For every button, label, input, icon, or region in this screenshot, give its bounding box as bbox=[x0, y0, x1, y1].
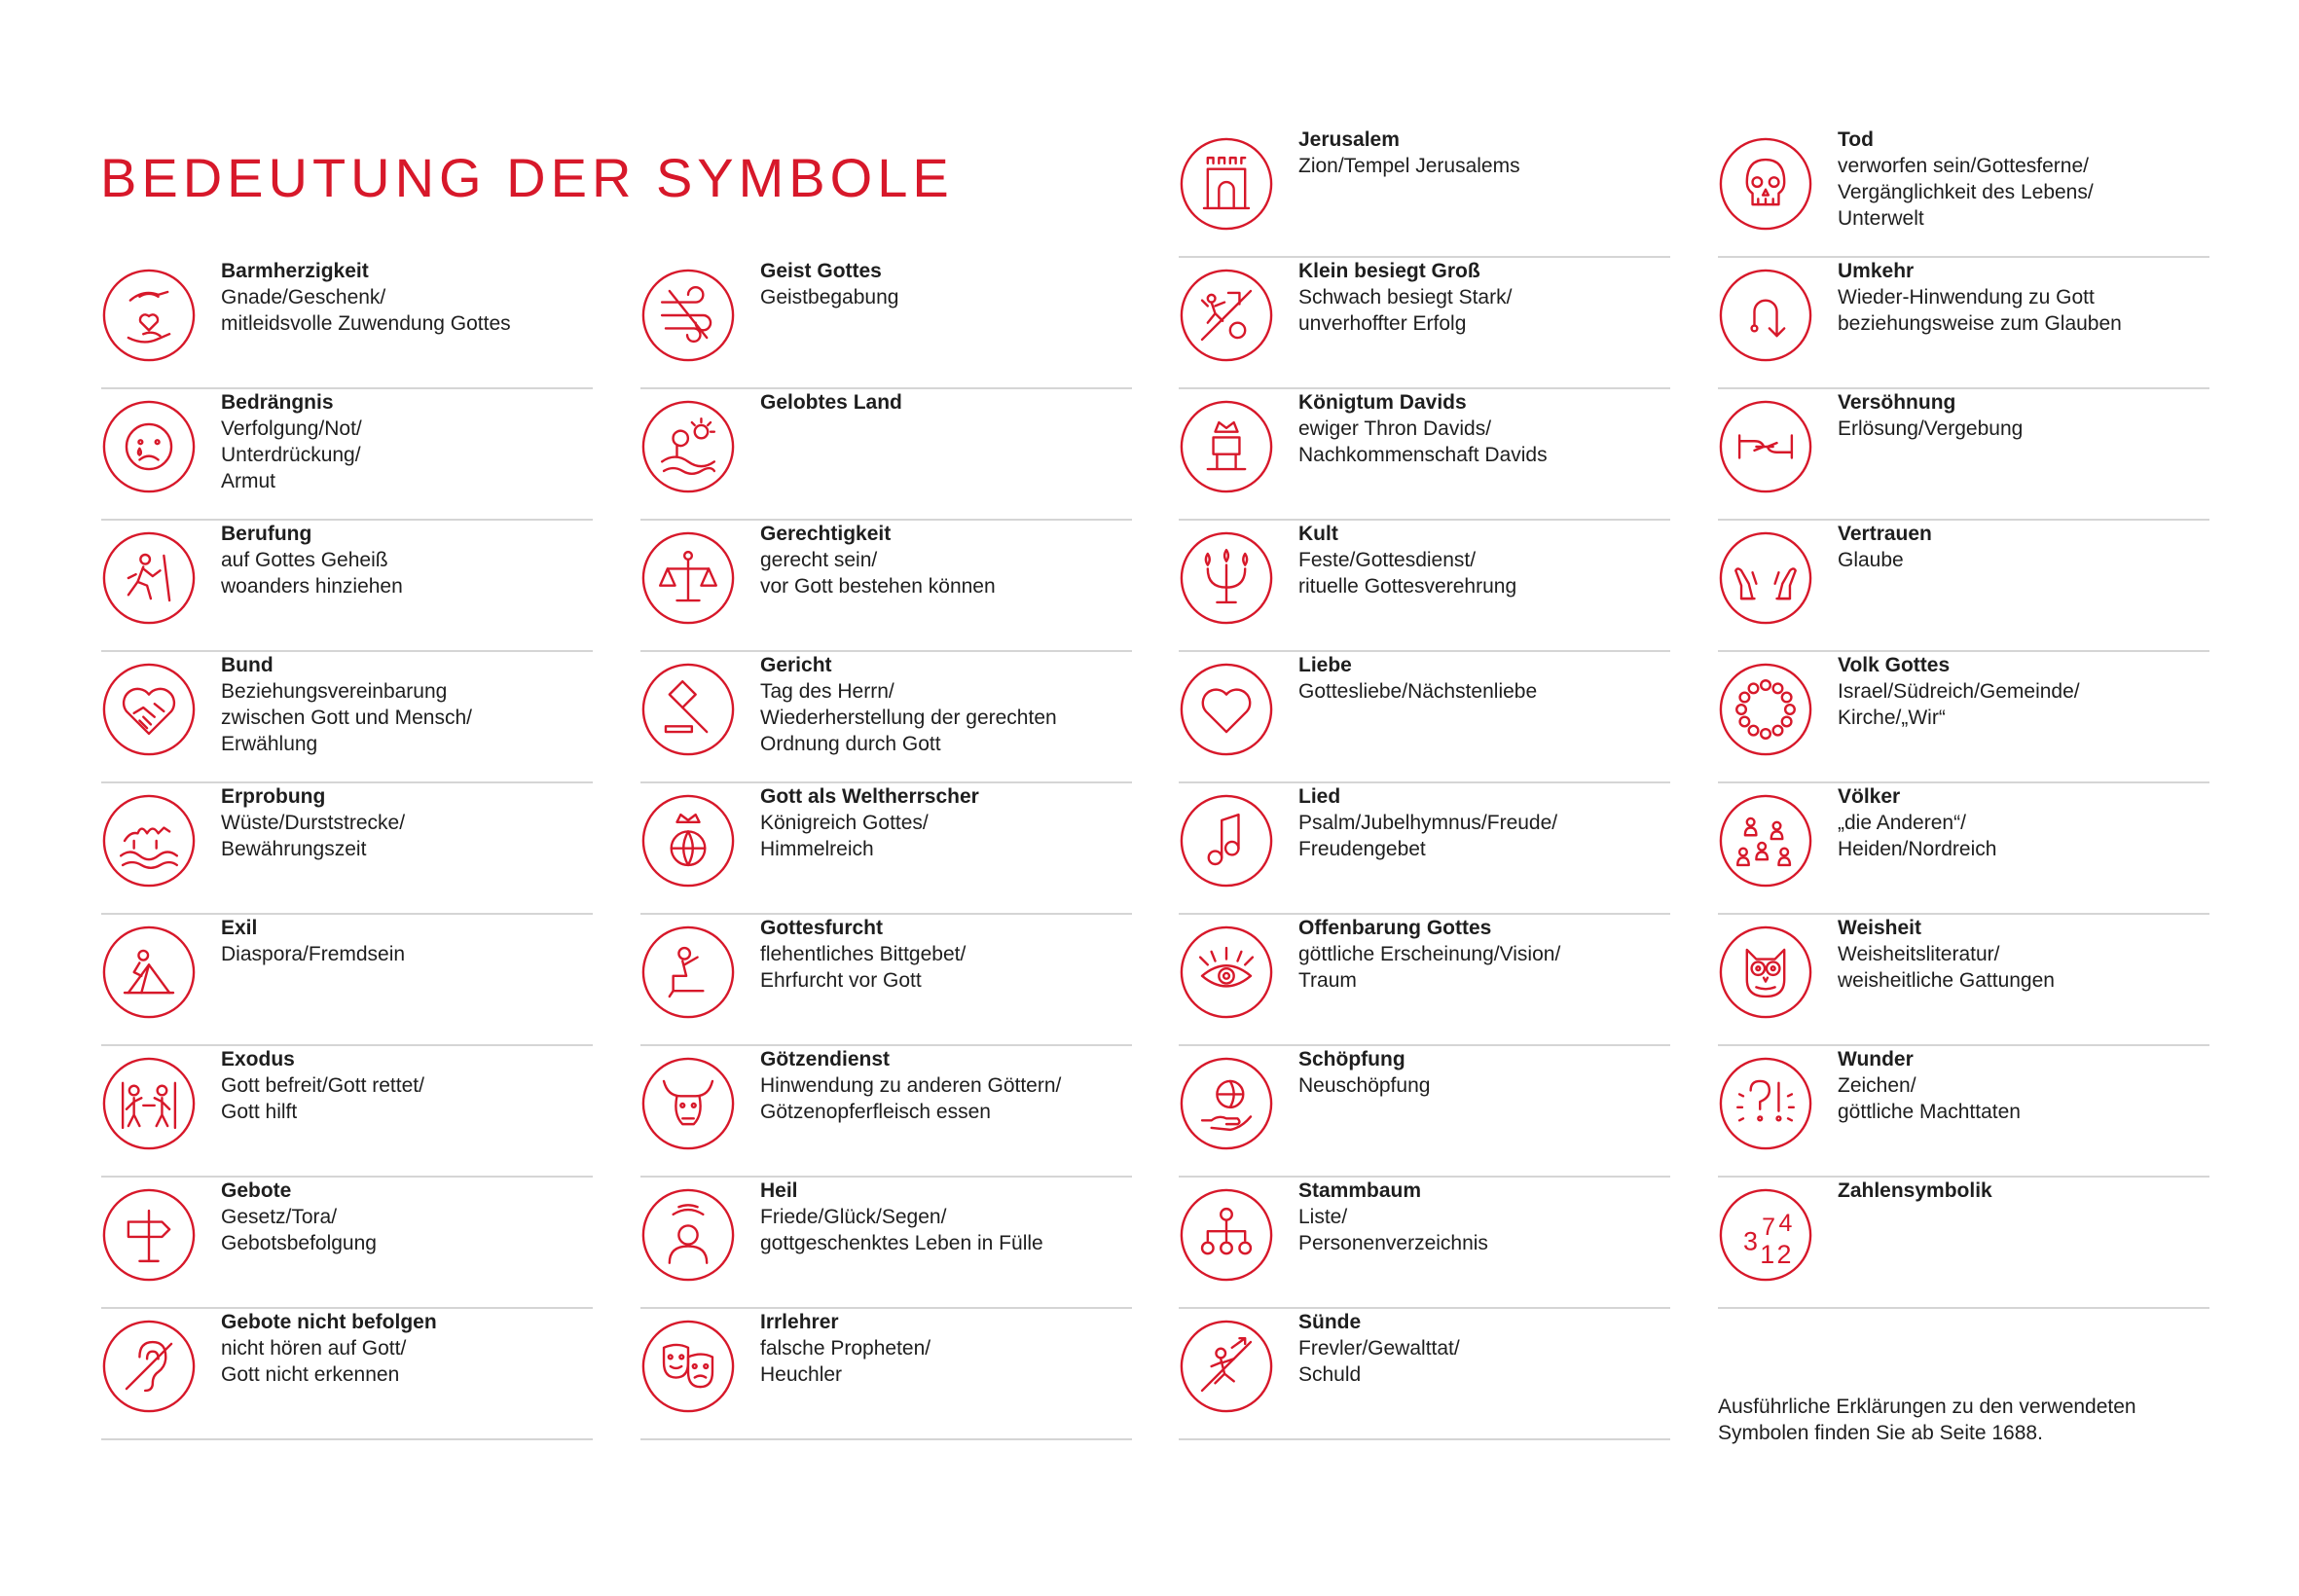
symbol-entry bbox=[1718, 521, 2209, 652]
symbol-title: Gebote nicht befolgen bbox=[221, 1311, 437, 1333]
symbol-description: Wieder-Hinwendung zu Gott beziehungsweise zum Glauben bbox=[1838, 286, 2122, 335]
symbol-title: Schöpfung bbox=[1298, 1048, 1405, 1070]
number-digit: 7 bbox=[1762, 1214, 1776, 1241]
symbol-entry bbox=[640, 1309, 1132, 1440]
symbol-title: Gerechtigkeit bbox=[760, 523, 892, 545]
symbol-title: Tod bbox=[1838, 128, 1874, 151]
crossed-ear-icon bbox=[102, 1320, 196, 1413]
symbol-description: Diaspora/Fremdsein bbox=[221, 943, 406, 965]
symbol-description: göttliche Erscheinung/Vision/ Traum bbox=[1298, 943, 1561, 992]
symbol-text bbox=[760, 915, 1132, 994]
symbol-text bbox=[760, 258, 1132, 310]
symbol-description: Friede/Glück/Segen/ gottgeschenktes Leben in Fülle bbox=[760, 1206, 1043, 1254]
symbol-entry bbox=[1179, 915, 1670, 1046]
symbol-entry bbox=[640, 1178, 1132, 1309]
symbol-text bbox=[760, 1178, 1132, 1256]
symbol-title: Stammbaum bbox=[1298, 1179, 1422, 1202]
symbol-title: Gott als Weltherrscher bbox=[760, 785, 979, 808]
symbol-title: Exodus bbox=[221, 1048, 295, 1070]
symbol-description: Glaube bbox=[1838, 549, 1904, 571]
symbol-title: Heil bbox=[760, 1179, 798, 1202]
skull-icon bbox=[1719, 137, 1812, 231]
symbol-title: Bedrängnis bbox=[221, 391, 334, 414]
symbol-entry bbox=[101, 389, 593, 521]
symbol-description: Neuschöpfung bbox=[1298, 1074, 1431, 1097]
symbol-entry bbox=[101, 521, 593, 652]
number-digit: 3 bbox=[1742, 1226, 1758, 1256]
family-tree-icon bbox=[1180, 1188, 1273, 1282]
david-goliath-icon bbox=[1180, 269, 1273, 362]
symbol-text bbox=[1298, 1309, 1670, 1388]
symbol-description: verworfen sein/Gottesferne/ Vergänglichkeit des Lebens/ Unterwelt bbox=[1838, 155, 2094, 230]
symbol-entry bbox=[1718, 915, 2209, 1046]
symbol-description: Schwach besiegt Stark/ unverhoffter Erfolg bbox=[1298, 286, 1513, 335]
symbol-entry bbox=[101, 915, 593, 1046]
symbol-entry bbox=[1718, 783, 2209, 915]
numbers-icon bbox=[1719, 1188, 1812, 1282]
radiant-eye-icon bbox=[1180, 925, 1273, 1019]
symbol-description: Gesetz/Tora/ Gebotsbefolgung bbox=[221, 1206, 377, 1254]
symbol-description: Erlösung/Vergebung bbox=[1838, 417, 2024, 440]
symbol-text bbox=[1298, 389, 1670, 468]
symbol-entry bbox=[1179, 389, 1670, 521]
symbol-text bbox=[1298, 652, 1670, 705]
symbol-text bbox=[1838, 258, 2209, 337]
symbol-text bbox=[760, 1309, 1132, 1388]
symbol-description: nicht hören auf Gott/ Gott nicht erkennen bbox=[221, 1337, 407, 1386]
wind-icon bbox=[641, 269, 735, 362]
symbol-text bbox=[1838, 1046, 2209, 1125]
symbol-entry bbox=[640, 389, 1132, 521]
symbol-title: Wunder bbox=[1838, 1048, 1914, 1070]
symbol-description: Geistbegabung bbox=[760, 286, 899, 308]
symbol-description: auf Gottes Geheiß woanders hinziehen bbox=[221, 549, 403, 598]
symbol-title: Irrlehrer bbox=[760, 1311, 839, 1333]
symbol-title: Gericht bbox=[760, 654, 832, 676]
heart-icon bbox=[1180, 663, 1273, 756]
symbol-description: flehentliches Bittgebet/ Ehrfurcht vor Gott bbox=[760, 943, 967, 992]
hand-globe-icon bbox=[1180, 1057, 1273, 1150]
footnote: Ausführliche Erklärungen zu den verwendeten Symbolen finden Sie ab Seite 1688. bbox=[1718, 1396, 2136, 1444]
symbol-description: Psalm/Jubelhymnus/Freude/ Freudengebet bbox=[1298, 812, 1558, 860]
symbol-entry bbox=[101, 258, 593, 389]
blessed-person-icon bbox=[641, 1188, 735, 1282]
symbol-text bbox=[760, 1046, 1132, 1125]
symbol-text bbox=[221, 915, 593, 967]
symbol-title: Lied bbox=[1298, 785, 1341, 808]
symbol-title: Vertrauen bbox=[1838, 523, 1932, 545]
symbol-title: Gottesfurcht bbox=[760, 917, 883, 939]
symbol-title: Weisheit bbox=[1838, 917, 1921, 939]
tent-figure-icon bbox=[102, 925, 196, 1019]
symbol-text bbox=[1838, 1178, 2209, 1204]
symbol-description: Wüste/Durststrecke/ Bewährungszeit bbox=[221, 812, 406, 860]
symbol-text bbox=[1838, 652, 2209, 731]
music-note-icon bbox=[1180, 794, 1273, 888]
symbol-text bbox=[1838, 521, 2209, 573]
symbol-text bbox=[221, 652, 593, 757]
temple-gate-icon bbox=[1180, 137, 1273, 231]
symbol-description: Gnade/Geschenk/ mitleidsvolle Zuwendung Gottes bbox=[221, 286, 511, 335]
symbol-text bbox=[1298, 1178, 1670, 1256]
symbol-text bbox=[760, 652, 1132, 757]
symbol-entry bbox=[640, 652, 1132, 783]
throne-crown-icon bbox=[1180, 400, 1273, 493]
symbol-description: Hinwendung zu anderen Göttern/ Götzenopferfleisch essen bbox=[760, 1074, 1062, 1123]
symbol-description: Königreich Gottes/ Himmelreich bbox=[760, 812, 929, 860]
symbol-title: Liebe bbox=[1298, 654, 1352, 676]
symbol-title: Bund bbox=[221, 654, 274, 676]
bull-head-icon bbox=[641, 1057, 735, 1150]
exodus-people-icon bbox=[102, 1057, 196, 1150]
symbol-text bbox=[760, 521, 1132, 599]
crowned-globe-icon bbox=[641, 794, 735, 888]
scattered-people-icon bbox=[1719, 794, 1812, 888]
symbol-description: Zeichen/ göttliche Machttaten bbox=[1838, 1074, 2021, 1123]
symbol-text bbox=[1838, 915, 2209, 994]
symbol-title: Gebote bbox=[221, 1179, 292, 1202]
symbol-entry bbox=[1718, 389, 2209, 521]
symbol-text bbox=[760, 389, 1132, 416]
symbol-title: Umkehr bbox=[1838, 260, 1915, 282]
symbol-text bbox=[221, 258, 593, 337]
symbol-title: Königtum Davids bbox=[1298, 391, 1467, 414]
symbol-description: Beziehungsvereinbarung zwischen Gott und Mensch/ Erwählung bbox=[221, 680, 472, 755]
number-digit: 1 bbox=[1760, 1239, 1775, 1269]
symbol-text bbox=[1298, 258, 1670, 337]
symbol-title: Exil bbox=[221, 917, 258, 939]
symbol-text bbox=[760, 783, 1132, 862]
symbol-description: Tag des Herrn/ Wiederherstellung der gerechten Ordnung durch Gott bbox=[760, 680, 1057, 755]
symbol-title: Sünde bbox=[1298, 1311, 1362, 1333]
symbol-entry bbox=[640, 783, 1132, 915]
number-digit: 4 bbox=[1778, 1210, 1793, 1238]
symbol-text bbox=[221, 1309, 593, 1388]
symbol-description: „die Anderen“/ Heiden/Nordreich bbox=[1838, 812, 1997, 860]
symbol-entry bbox=[1179, 1178, 1670, 1309]
signpost-icon bbox=[102, 1188, 196, 1282]
symbol-text bbox=[221, 1178, 593, 1256]
symbol-title: Erprobung bbox=[221, 785, 326, 808]
symbol-text bbox=[221, 389, 593, 494]
symbol-entry bbox=[1718, 1178, 2209, 1309]
symbol-title: Götzendienst bbox=[760, 1048, 891, 1070]
symbol-text bbox=[221, 1046, 593, 1125]
handshake-heart-icon bbox=[102, 663, 196, 756]
symbol-entry bbox=[1718, 1046, 2209, 1178]
symbol-text bbox=[221, 521, 593, 599]
symbol-entry bbox=[101, 652, 593, 783]
symbol-entry bbox=[640, 258, 1132, 389]
symbol-entry bbox=[1179, 1309, 1670, 1440]
symbol-entry bbox=[1718, 258, 2209, 389]
symbol-entry bbox=[640, 915, 1132, 1046]
symbol-description: Gottesliebe/Nächstenliebe bbox=[1298, 680, 1538, 703]
candelabrum-icon bbox=[1180, 531, 1273, 625]
symbol-title: Kult bbox=[1298, 523, 1338, 545]
number-digit: 2 bbox=[1776, 1239, 1792, 1269]
symbol-entry bbox=[1718, 127, 2209, 258]
symbol-entry bbox=[640, 1046, 1132, 1178]
symbol-description: Liste/ Personenverzeichnis bbox=[1298, 1206, 1488, 1254]
symbol-entry bbox=[1179, 521, 1670, 652]
symbol-entry bbox=[101, 1178, 593, 1309]
symbol-description: ewiger Thron Davids/ Nachkommenschaft Davids bbox=[1298, 417, 1548, 466]
symbol-entry bbox=[1179, 258, 1670, 389]
symbol-text bbox=[1298, 1046, 1670, 1099]
symbol-title: Zahlensymbolik bbox=[1838, 1179, 1992, 1202]
symbol-entry bbox=[101, 1046, 593, 1178]
symbol-text bbox=[1838, 127, 2209, 232]
symbol-title: Volk Gottes bbox=[1838, 654, 1951, 676]
symbol-title: Völker bbox=[1838, 785, 1901, 808]
symbol-title: Gelobtes Land bbox=[760, 391, 902, 414]
symbol-entry bbox=[1718, 652, 2209, 783]
symbol-text bbox=[1298, 783, 1670, 862]
symbol-text bbox=[1838, 389, 2209, 442]
kneeling-figure-icon bbox=[641, 925, 735, 1019]
u-turn-arrow-icon bbox=[1719, 269, 1812, 362]
gavel-icon bbox=[641, 663, 735, 756]
symbol-description: Frevler/Gewalttat/ Schuld bbox=[1298, 1337, 1460, 1386]
fleeing-figure-icon bbox=[1180, 1320, 1273, 1413]
question-exclamation-icon bbox=[1719, 1057, 1812, 1150]
symbol-entry bbox=[1179, 652, 1670, 783]
symbol-text bbox=[1298, 915, 1670, 994]
theater-masks-icon bbox=[641, 1320, 735, 1413]
symbol-entry bbox=[1179, 127, 1670, 258]
open-hands-icon bbox=[1719, 531, 1812, 625]
symbol-entry bbox=[1179, 1046, 1670, 1178]
symbol-description: Zion/Tempel Jerusalems bbox=[1298, 155, 1520, 177]
scales-icon bbox=[641, 531, 735, 625]
symbol-title: Barmherzigkeit bbox=[221, 260, 369, 282]
symbol-description: falsche Propheten/ Heuchler bbox=[760, 1337, 931, 1386]
symbol-entry bbox=[640, 521, 1132, 652]
symbol-entry bbox=[101, 1309, 593, 1440]
symbol-text bbox=[221, 783, 593, 862]
reaching-hands-icon bbox=[1719, 400, 1812, 493]
symbol-entry bbox=[101, 783, 593, 915]
symbol-description: Israel/Südreich/Gemeinde/ Kirche/„Wir“ bbox=[1838, 680, 2080, 729]
symbol-title: Jerusalem bbox=[1298, 128, 1400, 151]
symbol-text bbox=[1298, 521, 1670, 599]
camel-desert-icon bbox=[102, 794, 196, 888]
symbol-title: Berufung bbox=[221, 523, 312, 545]
hands-heart-icon bbox=[102, 269, 196, 362]
symbol-description: Gott befreit/Gott rettet/ Gott hilft bbox=[221, 1074, 424, 1123]
walking-figure-icon bbox=[102, 531, 196, 625]
symbol-title: Offenbarung Gottes bbox=[1298, 917, 1492, 939]
symbol-title: Klein besiegt Groß bbox=[1298, 260, 1480, 282]
symbol-entry bbox=[1179, 783, 1670, 915]
symbol-description: gerecht sein/ vor Gott bestehen können bbox=[760, 549, 996, 598]
symbol-description: Verfolgung/Not/ Unterdrückung/ Armut bbox=[221, 417, 362, 492]
symbol-text bbox=[1298, 127, 1670, 179]
symbol-text bbox=[1838, 783, 2209, 862]
symbol-description: Feste/Gottesdienst/ rituelle Gottesverehrung bbox=[1298, 549, 1517, 598]
symbol-description: Weisheitsliteratur/ weisheitliche Gattungen bbox=[1838, 943, 2055, 992]
sad-face-icon bbox=[102, 400, 196, 493]
symbol-title: Geist Gottes bbox=[760, 260, 882, 282]
circle-of-dots-icon bbox=[1719, 663, 1812, 756]
symbol-title: Versöhnung bbox=[1838, 391, 1956, 414]
owl-icon bbox=[1719, 925, 1812, 1019]
page-title: BEDEUTUNG DER SYMBOLE bbox=[100, 147, 954, 208]
landscape-icon bbox=[641, 400, 735, 493]
